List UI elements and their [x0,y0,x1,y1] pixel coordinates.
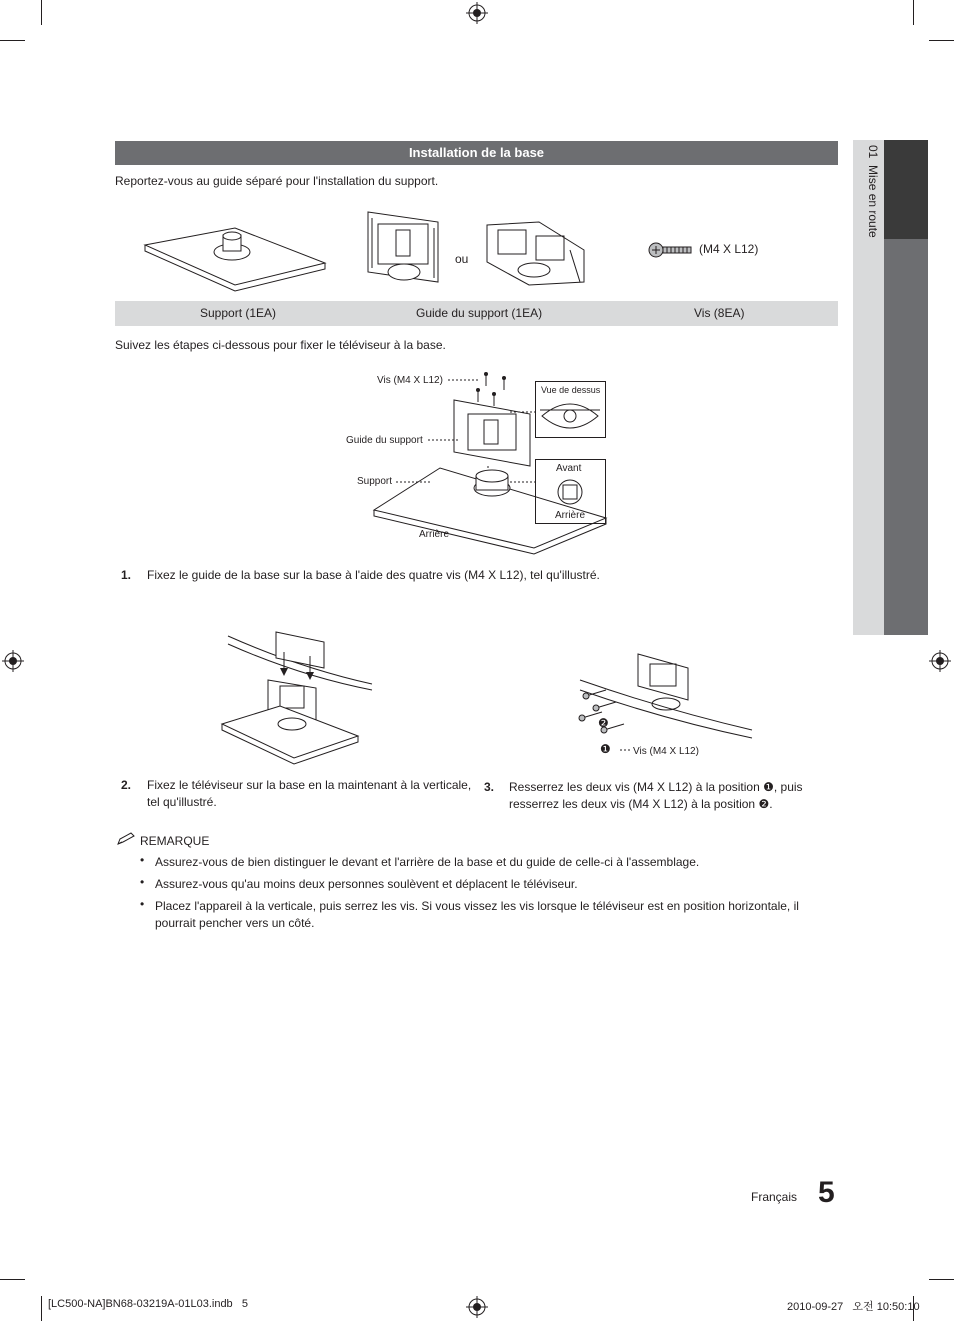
or-label: ou [455,252,469,266]
parts-label-bar [115,301,838,326]
chapter-label [858,145,880,238]
crop-mark [0,40,25,41]
steps-intro: Suivez les étapes ci-dessous pour fixer le téléviseur à la base. [115,338,446,352]
crop-mark [929,1279,954,1280]
stand-guide-illustration-b [484,220,589,288]
chapter-tab-shade [884,239,928,635]
position-marker-1: ❶ [600,742,611,756]
bullet: • [140,897,145,911]
step-number: 2. [121,778,132,792]
step-number: 3. [484,780,495,794]
crop-mark [41,1296,42,1321]
label-rear: Arrière [419,529,450,540]
stand-guide-illustration-a [364,210,444,290]
label-rear-inset: Arrière [555,510,586,521]
label-screws-diagram3: Vis (M4 X L12) [633,746,699,757]
screw-spec: (M4 X L12) [699,242,759,256]
footer-language: Français [751,1190,798,1204]
note-item: Placez l'appareil à la verticale, puis serrez les vis. Si vous vissez les vis lorsque le téléviseur est en position horizontale, il pourrait pencher vers un côté. [155,899,799,930]
crop-mark [41,0,42,25]
step-text: Fixez le guide de la base sur la base à l'aide des quatre vis (M4 X L12), tel qu'illustré. [147,568,600,582]
chapter-title: Mise en route [866,165,880,238]
crop-mark [929,40,954,41]
footer-timestamp: 2010-09-27 오전 10:50:10 [787,1301,920,1313]
crop-mark [0,1279,25,1280]
registration-mark-icon [466,2,488,24]
bullet: • [140,853,145,867]
label-front: Avant [556,463,582,474]
tv-mount-diagram [220,628,380,768]
orientation-illustration [556,478,584,506]
footer-file: [LC500-NA]BN68-03219A-01L03.indb 5 [48,1298,248,1310]
section-title: Installation de la base [115,141,838,165]
intro-text: Reportez-vous au guide séparé pour l'installation du support. [115,174,439,188]
step-number: 1. [121,568,132,582]
registration-mark-icon [929,650,951,672]
position-marker-2: ❷ [598,716,609,730]
parts-label-screws: Vis (8EA) [694,306,745,320]
crop-mark [913,0,914,25]
step-text: Fixez le téléviseur sur la base en la maintenant à la verticale, tel qu'illustré. [147,778,472,809]
label-top-view: Vue de dessus [541,385,601,395]
note-item: Assurez-vous de bien distinguer le devant et l'arrière de la base et du guide de celle-ci à l'assemblage. [155,855,700,869]
bullet: • [140,875,145,889]
step-text: Resserrez les deux vis (M4 X L12) à la position ❶, puis resserrez les deux vis (M4 X L12) à la position ❷. [509,780,803,811]
registration-mark-icon [2,650,24,672]
note-title: REMARQUE [140,834,210,848]
parts-label-guide: Guide du support (1EA) [416,306,543,320]
pencil-icon [116,832,136,846]
chapter-number: 01 [866,145,880,159]
parts-label-support: Support (1EA) [200,306,277,320]
screw-icon [648,240,694,260]
top-view-illustration [540,398,600,434]
label-guide: Guide du support [346,435,423,446]
chapter-tab-dark [884,140,928,239]
note-item: Assurez-vous qu'au moins deux personnes soulèvent et déplacent le téléviseur. [155,877,578,891]
stand-base-illustration [140,225,330,290]
label-support: Support [357,476,393,487]
registration-mark-icon [466,1296,488,1318]
label-screws: Vis (M4 X L12) [377,375,443,386]
page-number: 5 [818,1176,835,1209]
